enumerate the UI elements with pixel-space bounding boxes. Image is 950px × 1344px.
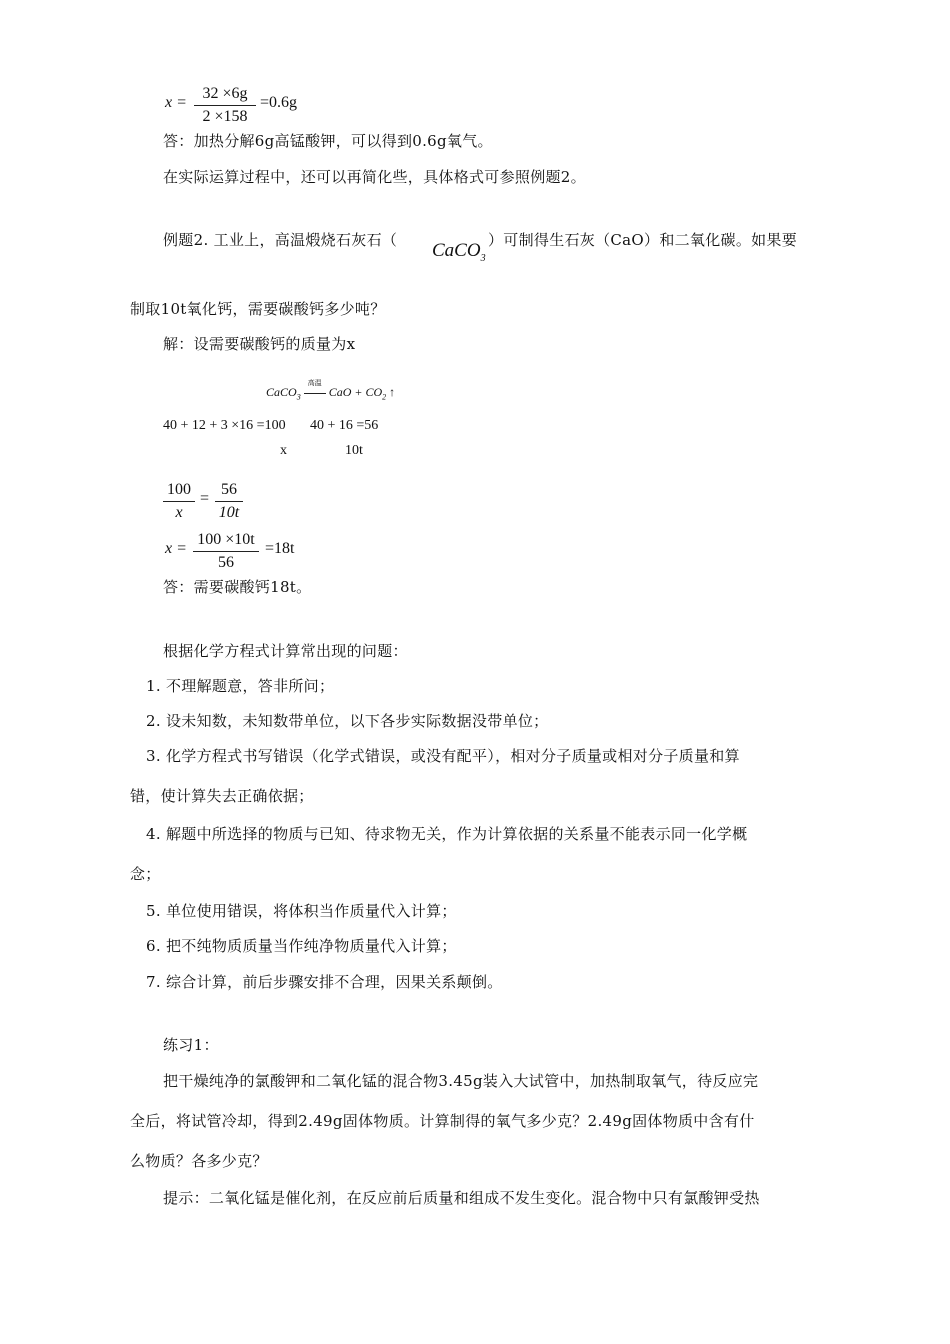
chemical-equation: CaCO$_3$ 高温 CaO + $CO_2$ ↑ xyxy=(266,379,396,402)
calc-result: =18t xyxy=(265,540,295,557)
formula1-lhs: x = xyxy=(165,94,187,111)
problem-item: 4. 解题中所选择的物质与已知、待求物无关，作为计算依据的关系量不能表示同一化学概 xyxy=(146,825,748,843)
calc-fraction: 100 ×10t 56 xyxy=(193,530,259,573)
problem-item: 2. 设未知数，未知数带单位，以下各步实际数据没带单位； xyxy=(146,712,549,730)
example2-line1b: ）可制得生石灰（CaO）和二氧化碳。如果要 xyxy=(488,231,798,249)
example2-line2: 制取10t氧化钙，需要碳酸钙多少吨？ xyxy=(130,300,386,318)
exercise-paragraph: 么物质？各多少克？ xyxy=(130,1152,268,1170)
answer1: 答：加热分解6g高锰酸钾，可以得到0.6g氧气。 xyxy=(163,132,493,150)
formula1-denominator: 2 ×158 xyxy=(202,108,248,125)
formula1-result: =0.6g xyxy=(260,94,298,111)
mass-line-left: 40 + 12 + 3 ×16 =100 xyxy=(163,418,286,433)
example2-answer: 答：需要碳酸钙18t。 xyxy=(163,578,312,596)
problem-item: 1. 不理解题意，答非所问； xyxy=(146,677,335,695)
mass-line-right: 40 + 16 =56 xyxy=(310,418,379,433)
t-label: 10t xyxy=(345,443,363,458)
problem-item: 7. 综合计算，前后步骤安排不合理，因果关系颠倒。 xyxy=(146,973,503,991)
example2-solution: 解：设需要碳酸钙的质量为x xyxy=(163,335,356,353)
exercise-paragraph: 全后，将试管冷却，得到2.49g固体物质。计算制得的氧气多少克？2.49g固体物质中含有什 xyxy=(130,1112,755,1130)
gas-arrow: ↑ xyxy=(389,385,396,399)
example2-caco3: CaCO$_3$ xyxy=(432,240,486,264)
exercise-paragraph: 把干燥纯净的氯酸钾和二氧化锰的混合物3.45g装入大试管中，加热制取氧气，待反应完 xyxy=(163,1072,759,1090)
problem-item: 错，使计算失去正确依据； xyxy=(130,787,314,805)
exercise-title: 练习1： xyxy=(163,1036,219,1054)
proportion-right: 56 10t xyxy=(215,480,243,523)
problem-item: 6. 把不纯物质质量当作纯净物质量代入计算； xyxy=(146,937,457,955)
exercise-hint: 提示：二氧化锰是催化剂，在反应前后质量和组成不发生变化。混合物中只有氯酸钾受热 xyxy=(163,1189,760,1207)
x-label: x xyxy=(280,443,287,458)
problem-item: 5. 单位使用错误，将体积当作质量代入计算； xyxy=(146,902,457,920)
formula1-numerator: 32 ×6g xyxy=(202,85,248,102)
equation-condition: 高温 xyxy=(307,379,322,387)
formula1-fraction xyxy=(194,84,256,127)
calc-lhs: x = xyxy=(165,540,187,557)
proportion-eq: = xyxy=(200,490,210,507)
problem-item: 念； xyxy=(130,865,161,883)
problems-heading: 根据化学方程式计算常出现的问题： xyxy=(163,642,408,660)
example2-line1a: 例题2. 工业上，高温煅烧石灰石（ xyxy=(163,231,398,249)
problem-item: 3. 化学方程式书写错误（化学式错误，或没有配平），相对分子质量或相对分子质量和算 xyxy=(146,747,740,765)
simplify-note: 在实际运算过程中，还可以再简化些，具体格式可参照例题2。 xyxy=(163,168,586,186)
proportion-left: 100 x xyxy=(163,480,195,523)
